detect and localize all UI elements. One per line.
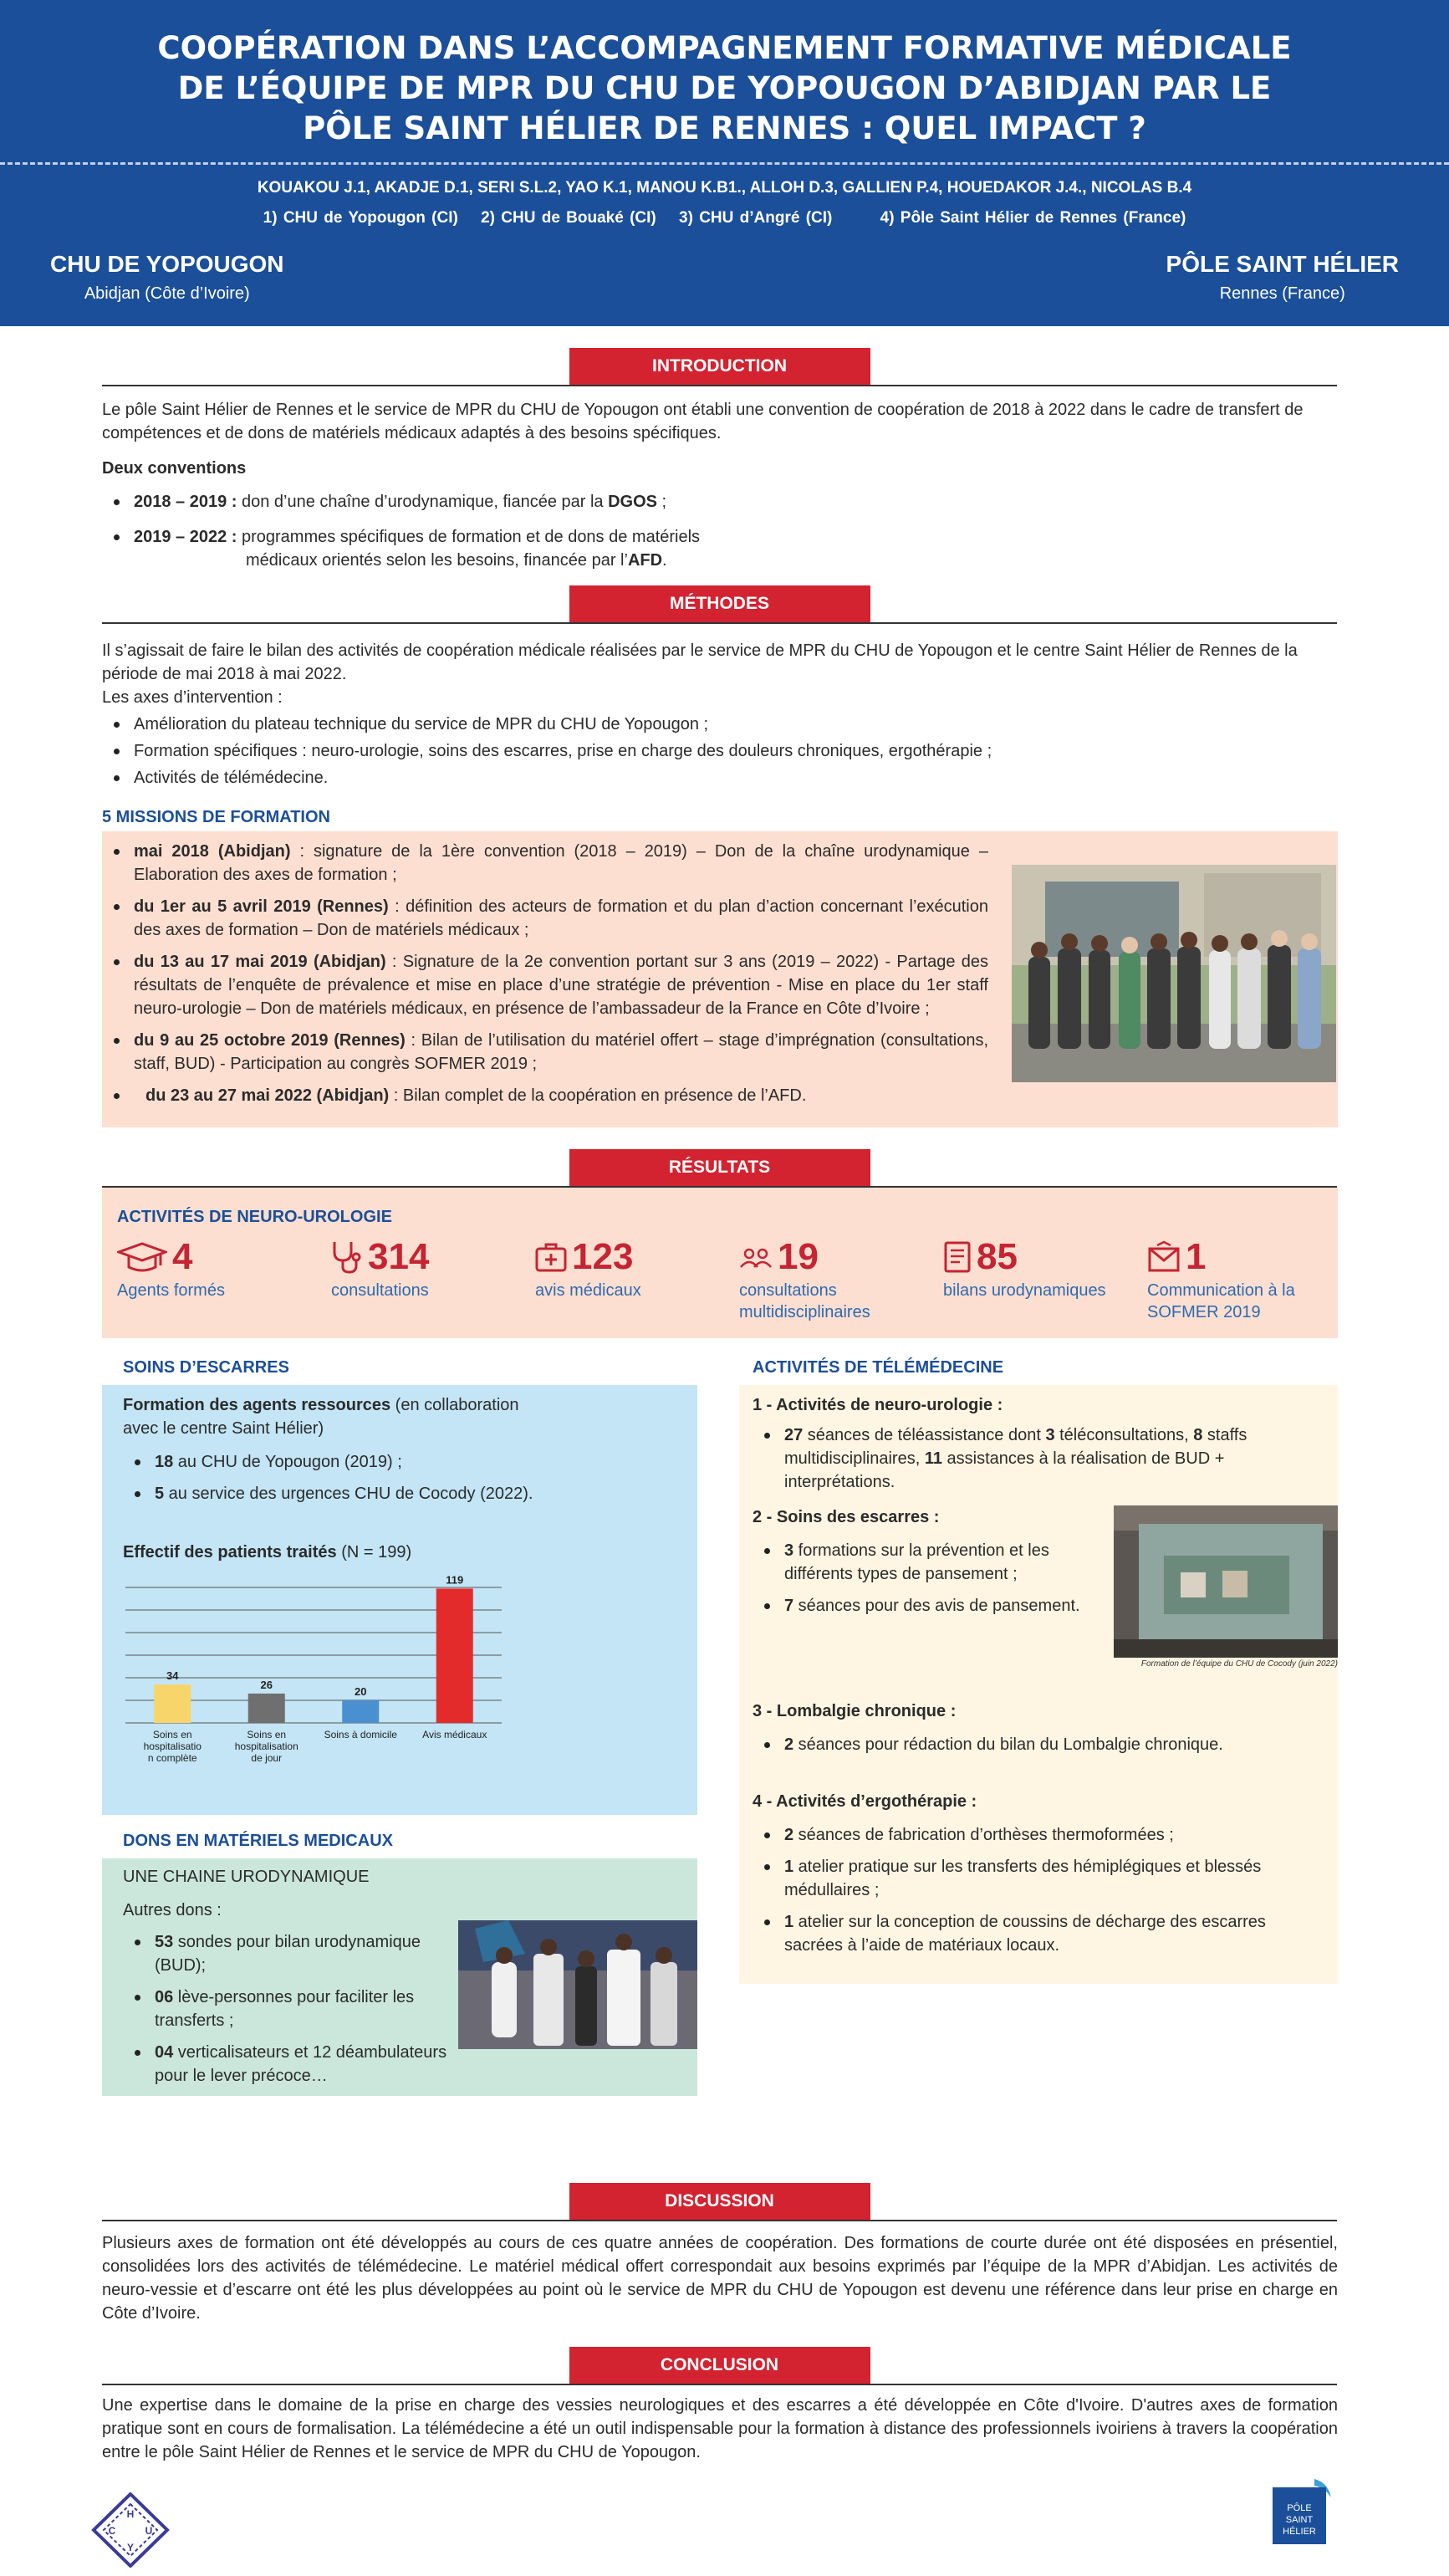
count: 2: [784, 1735, 794, 1754]
affiliation: 4) Pôle Saint Hélier de Rennes (France): [880, 209, 1186, 227]
telemed-photo: [1114, 1505, 1338, 1658]
escarres-list: [123, 1450, 675, 1514]
item-text: séances de fabrication d’orthèses thermoformées ;: [793, 1826, 1174, 1844]
missions-title: 5 MISSIONS DE FORMATION: [102, 808, 330, 826]
convention-text: programmes spécifiques de formation et de dons de matériels: [237, 528, 701, 546]
introduction-text: Le pôle Saint Hélier de Rennes et le service de MPR du CHU de Yopougon ont établi une convention de coopération de 2018 à 2022 dans le cadre de transfert de compétences et de dons de matériels médicaux adaptés à des besoins spécifiques.: [102, 401, 1304, 442]
discussion-text: Plusieurs axes de formation ont été développés au cours de ces quatre années de coopération. Des formations de courte durée ont été disposées en présentiel, consolidées lors des activités de télémédecine. Le matériel médical offert correspondait aux besoins exprimés par l’équipe de la MPR d’Abidjan. Les activités de neuro-vessie et d’escarre ont été les plus développées au point où le service de MPR du CHU de Yopougon est devenu une référence dans leur prise en charge en Côte d’Ivoire.: [102, 2234, 1338, 2323]
item-text: au CHU de Yopougon (2019) ;: [173, 1453, 402, 1471]
axes-list: [102, 713, 1338, 793]
funder: AFD: [627, 551, 663, 570]
kpi-value: 314: [368, 1236, 430, 1277]
kpi-value: 85: [977, 1236, 1018, 1277]
affiliation: 3) CHU d’Angré (CI): [679, 209, 833, 227]
item-text: verticalisateurs et 12 déambulateurs pour le lever précoce…: [155, 2043, 447, 2085]
chart-data-label: 119: [446, 1573, 464, 1587]
medical-kit-icon: [535, 1240, 567, 1274]
item-text: séances pour rédaction du bilan du Lombalgie chronique.: [793, 1735, 1223, 1754]
mission-date: du 1er au 5 avril 2019 (Rennes): [134, 897, 389, 916]
count: 04: [155, 2043, 174, 2062]
count: 7: [784, 1597, 794, 1615]
kpi-label: bilans urodynamiques: [943, 1281, 1106, 1300]
dons-title: DONS EN MATÉRIELS MEDICAUX: [123, 1832, 393, 1850]
escarres-title: SOINS D’ESCARRES: [123, 1358, 289, 1377]
count: 53: [155, 1933, 174, 1951]
list-item: [123, 1986, 457, 2032]
kpi-label: Communication à la SOFMER 2019: [1147, 1281, 1295, 1321]
section-title: INTRODUCTION: [569, 348, 870, 385]
chart-tick-label: hospitalisation: [234, 1740, 298, 1752]
mission-date: du 23 au 27 mai 2022 (Abidjan): [145, 1086, 390, 1105]
logo-letter: C: [108, 2525, 116, 2537]
kpi-value: 4: [172, 1236, 193, 1277]
punct: ;: [657, 493, 667, 511]
neuro-title: ACTIVITÉS DE NEURO-UROLOGIE: [117, 1208, 392, 1226]
missions-list: [102, 840, 988, 1116]
kpi-bilans: [943, 1238, 1127, 1301]
funder: DGOS: [608, 493, 657, 511]
title-line: COOPÉRATION DANS L’ACCOMPAGNEMENT FORMATIVE MÉDICALE: [157, 30, 1292, 66]
telemed-title: ACTIVITÉS DE TÉLÉMÉDECINE: [753, 1358, 1004, 1377]
affiliation: 1) CHU de Yopougon (CI): [263, 209, 458, 227]
list-item: Formation spécifiques : neuro-urologie, soins des escarres, prise en charge des douleurs chroniques, ergothérapie ;: [102, 739, 1338, 763]
item-text: séances de téléassistance dont: [803, 1426, 1046, 1444]
count: 1: [784, 1858, 794, 1876]
telemed-list-3: [753, 1733, 1321, 1765]
section-title: DISCUSSION: [569, 2183, 870, 2220]
count: 2: [784, 1826, 794, 1844]
list-item: [123, 2041, 457, 2088]
list-item: [753, 1733, 1321, 1756]
list-item: [753, 1910, 1321, 1957]
affiliations: [0, 209, 1449, 227]
item-text: sondes pour bilan urodynamique (BUD);: [155, 1933, 421, 1975]
chart-bar: [154, 1684, 191, 1723]
kpi-communication: [1147, 1238, 1323, 1323]
chu-yopougon-logo: [90, 2492, 171, 2568]
section-title: CONCLUSION: [569, 2347, 870, 2384]
org-right-location: Rennes (France): [1219, 284, 1345, 303]
telemed-list-1: [753, 1423, 1321, 1502]
chart-bar: [248, 1694, 285, 1723]
logo-letter: Y: [126, 2542, 135, 2553]
logo-text: SAINT: [1285, 2515, 1314, 2525]
mission-text: : définition des acteurs de formation et du plan d’action concernant l’exécution des axes de formation – Don de matériels médicaux ;: [134, 897, 988, 939]
equipment-photo-illustration: [458, 1920, 697, 2049]
formation-rest: (en collaboration avec le centre Saint Hélier): [123, 1396, 519, 1438]
kpi-label: consultations: [331, 1281, 429, 1300]
list-item: [753, 1855, 1321, 1902]
mission-date: mai 2018 (Abidjan): [134, 842, 291, 861]
count: 3: [784, 1541, 794, 1560]
item-text: au service des urgences CHU de Cocody (2022).: [164, 1485, 533, 1503]
count: 8: [1193, 1426, 1203, 1444]
kpi-value: 1: [1186, 1236, 1207, 1277]
list-item: [123, 1450, 675, 1474]
mission-date: du 13 au 17 mai 2019 (Abidjan): [134, 953, 386, 971]
item-text: lève-personnes pour faciliter les transferts ;: [155, 1988, 415, 2030]
list-item: Activités de télémédecine.: [102, 766, 1338, 790]
chain-label: UNE CHAINE URODYNAMIQUE: [123, 1868, 370, 1886]
telemed-list-2: [753, 1539, 1112, 1626]
list-item: Amélioration du plateau technique du service de MPR du CHU de Yopougon ;: [102, 713, 1338, 736]
org-right: [1166, 251, 1399, 304]
chart-tick-label: n complète: [147, 1752, 197, 1764]
logo-text: HÉLIER: [1283, 2527, 1316, 2537]
methodes-text: Il s’agissait de faire le bilan des activités de coopération médicale réalisées par le service de MPR du CHU de Yopougon et le centre Saint Hélier de Rennes de la période de mai 2018 à mai 2022.: [102, 641, 1298, 683]
telemed-section-3: 3 - Lombalgie chronique :: [753, 1702, 957, 1720]
section-rule: [102, 622, 1337, 624]
org-right-name: PÔLE SAINT HÉLIER: [1166, 251, 1399, 277]
telemed-photo-illustration: [1114, 1505, 1338, 1658]
resultats-heading: [102, 1149, 1337, 1188]
count: 11: [924, 1449, 942, 1468]
section-rule: [102, 385, 1337, 386]
chart-bar: [436, 1588, 473, 1723]
kpi-value: 123: [572, 1236, 634, 1277]
list-item: [102, 840, 988, 887]
stethoscope-icon: [331, 1240, 363, 1274]
list-item: [753, 1423, 1321, 1494]
poster-title: [50, 28, 1399, 149]
list-item: [753, 1594, 1112, 1618]
kpi-label: Agents formés: [117, 1281, 225, 1300]
org-left: [50, 251, 284, 304]
logo-letter: U: [145, 2525, 153, 2537]
section-rule: [102, 2220, 1337, 2221]
envelope-icon: [1147, 1240, 1181, 1274]
list-item: [102, 895, 988, 942]
list-item: [102, 950, 988, 1020]
count: 1: [784, 1913, 794, 1931]
count: 27: [784, 1426, 804, 1444]
kpi-value: 19: [778, 1236, 819, 1277]
chart-bar: [342, 1700, 379, 1723]
header-divider: [0, 162, 1449, 165]
mission-text: : Bilan complet de la coopération en présence de l’AFD.: [389, 1086, 807, 1105]
chart-data-label: 26: [260, 1678, 273, 1691]
group-photo: [1012, 865, 1336, 1082]
chart-data-label: 20: [355, 1685, 367, 1698]
section-rule: [102, 2384, 1337, 2385]
list-item: [102, 1084, 988, 1107]
mission-text: : Bilan de l’utilisation du matériel offert – stage d’imprégnation (consultations, staff, BUD) - Participation au congrès SOFMER 2019 ;: [134, 1031, 988, 1073]
convention-period: 2019 – 2022 :: [134, 528, 237, 546]
methodes-heading: [102, 585, 1337, 624]
convention-period: 2018 – 2019 :: [134, 493, 237, 511]
chart-data-label: 34: [166, 1669, 179, 1683]
list-item: [102, 1029, 988, 1076]
section-title: MÉTHODES: [569, 585, 870, 622]
dons-list: [123, 1930, 457, 2096]
telemed-section-1: 1 - Activités de neuro-urologie :: [753, 1396, 1003, 1414]
item-text: séances pour des avis de pansement.: [793, 1597, 1080, 1615]
kpi-label: consultations multidisciplinaires: [739, 1281, 870, 1321]
chart-tick-label: Soins en: [152, 1729, 192, 1740]
chart-tick-label: Soins à domicile: [324, 1729, 397, 1740]
mission-date: du 9 au 25 octobre 2019 (Rennes): [134, 1031, 406, 1050]
pole-saint-helier-logo: [1273, 2476, 1333, 2546]
item-text: atelier sur la conception de coussins de décharge des escarres sacrées à l’aide de matériaux locaux.: [784, 1913, 1266, 1955]
org-left-location: Abidjan (Côte d’Ivoire): [84, 284, 250, 303]
introduction-heading: [102, 348, 1337, 386]
authors: KOUAKOU J.1, AKADJE D.1, SERI S.L.2, YAO K.1, MANOU K.B1., ALLOH D.3, GALLIEN P.4, HOUEDAKOR J.4., NICOLAS B.4: [257, 179, 1192, 197]
org-left-name: CHU DE YOPOUGON: [50, 251, 284, 277]
kpi-multidisciplinaires: [739, 1238, 915, 1323]
list-item: [102, 490, 855, 514]
kpi-avis: [535, 1238, 702, 1301]
count: 3: [1045, 1426, 1055, 1444]
logo-text: PÔLE: [1287, 2503, 1312, 2513]
chart-tick-label: de jour: [251, 1752, 283, 1764]
list-item: [102, 525, 855, 572]
section-title: RÉSULTATS: [569, 1149, 870, 1186]
list-item: [753, 1823, 1321, 1847]
convention-text: don d’une chaîne d’urodynamique, fiancée par la: [237, 493, 609, 511]
kpi-agents: [117, 1238, 225, 1301]
convention-text: médicaux orientés selon les besoins, financée par l’: [246, 551, 628, 570]
document-icon: [943, 1240, 972, 1274]
list-item: [123, 1482, 675, 1505]
telemed-section-4: 4 - Activités d’ergothérapie :: [753, 1792, 977, 1811]
chart-tick-label: hospitalisatio: [143, 1740, 202, 1752]
count: 06: [155, 1988, 174, 2006]
formation-bold: Formation des agents ressources: [123, 1396, 391, 1414]
logo-letter: H: [126, 2508, 135, 2520]
count: 5: [155, 1485, 165, 1503]
conclusion-text: Une expertise dans le domaine de la prise en charge des vessies neurologiques et des escarres a été développée en Côte d'Ivoire. D'autres axes de formation pratique sont en cours de formalisation. La télémédecine a été un outil indispensable pour la formation à distance des professionnels ivoiriens à travers la coopération entre le pôle Saint Hélier de Rennes et le service de MPR du CHU de Yopougon.: [102, 2396, 1338, 2461]
group-icon: [739, 1240, 773, 1274]
axes-title: Les axes d’intervention :: [102, 688, 283, 707]
chart-title-rest: (N = 199): [341, 1543, 412, 1561]
title-line: DE L’ÉQUIPE DE MPR DU CHU DE YOPOUGON D’ABIDJAN PAR LE: [177, 70, 1272, 106]
item-text: formations sur la prévention et les différents types de pansement ;: [784, 1541, 1049, 1583]
equipment-photo: [458, 1920, 697, 2049]
conclusion-heading: [102, 2347, 1337, 2385]
autres-dons-label: Autres dons :: [123, 1901, 222, 1919]
kpi-consultations: [331, 1238, 498, 1301]
discussion-heading: [102, 2183, 1337, 2221]
telemed-list-4: [753, 1823, 1321, 1965]
punct: .: [662, 551, 667, 570]
chart-tick-label: Avis médicaux: [422, 1729, 487, 1740]
telemed-photo-caption: Formation de l’équipe du CHU de Cocody (juin 2022): [1140, 1659, 1338, 1669]
group-photo-illustration: [1012, 865, 1336, 1082]
list-item: [123, 1930, 457, 1977]
count: 18: [155, 1453, 174, 1471]
item-text: assistances à la réalisation de BUD + interprétations.: [784, 1449, 1225, 1491]
mission-text: : Signature de la 2e convention portant sur 3 ans (2019 – 2022) - Partage des résultats de l’enquête de prévalence et mise en place d’une stratégie de prévention - Mise en place du 1er staff neuro-urologie – Don de matériels médicaux, en présence de l’ambassadeur de la France en Côte d’Ivoire ;: [134, 953, 988, 1018]
item-text: staffs multidisciplinaires,: [784, 1426, 1247, 1468]
title-line: PÔLE SAINT HÉLIER DE RENNES : QUEL IMPACT ?: [303, 110, 1146, 146]
item-text: téléconsultations,: [1054, 1426, 1194, 1444]
affiliation: 2) CHU de Bouaké (CI): [481, 209, 656, 227]
graduation-cap-icon: [117, 1240, 167, 1274]
formation-text: [123, 1393, 558, 1440]
list-item: [753, 1539, 1112, 1586]
chart-title: [123, 1543, 411, 1562]
chart-title-bold: Effectif des patients traités: [123, 1543, 337, 1561]
mission-text: : signature de la 1ère convention (2018 – 2019) – Don de la chaîne urodynamique – Elaboration des axes de formation ;: [134, 842, 988, 884]
telemed-section-2: 2 - Soins des escarres :: [753, 1508, 940, 1526]
kpi-label: avis médicaux: [535, 1281, 641, 1300]
conventions-title: Deux conventions: [102, 459, 247, 478]
conventions-list: [102, 490, 855, 580]
item-text: atelier pratique sur les transferts des hémiplégiques et blessés médullaires ;: [784, 1858, 1262, 1899]
chart-tick-label: Soins en: [247, 1729, 287, 1740]
patients-bar-chart: [117, 1572, 510, 1790]
poster-header: [0, 0, 1449, 326]
